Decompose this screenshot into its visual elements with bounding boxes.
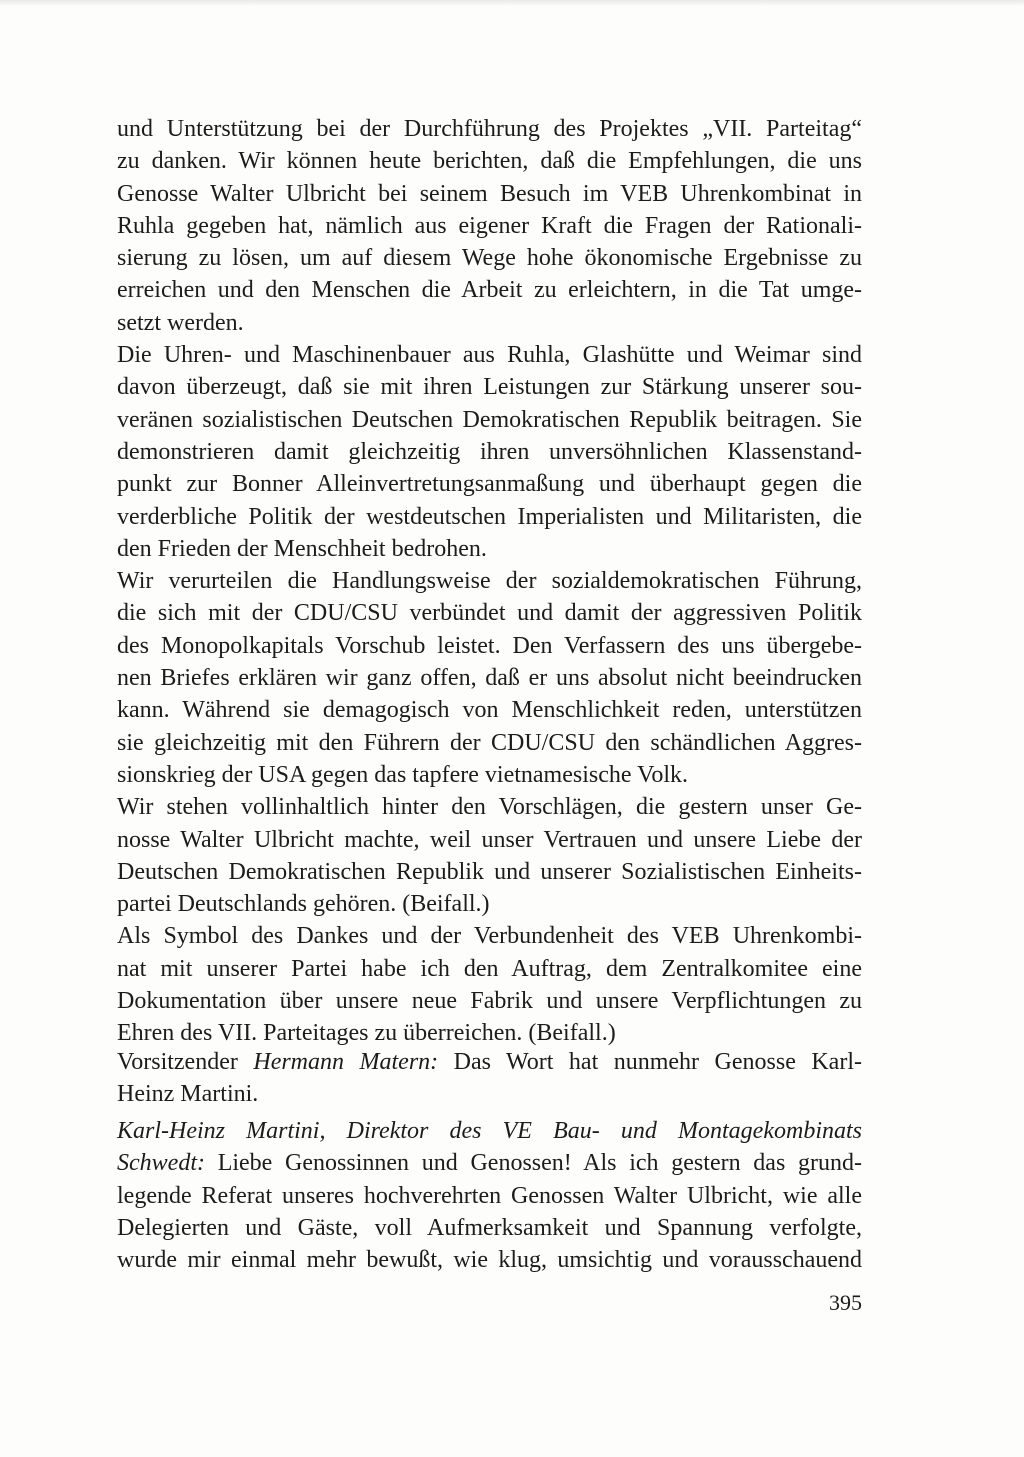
- text-line: den Frieden der Menschheit bedrohen.: [117, 535, 487, 562]
- speaker-location: Schwedt:: [117, 1150, 205, 1177]
- text-line: zu danken. Wir können heute berichten, daß die Empfehlungen, die uns: [117, 148, 862, 175]
- text-line: setzt werden.: [117, 309, 244, 336]
- text-line: Wir verurteilen die Handlungsweise der sozialdemokratischen Führung,: [117, 568, 862, 595]
- text-line: Deutschen Demokratischen Republik und unserer Sozialistischen Einheits-: [117, 858, 862, 885]
- text-line: nosse Walter Ulbricht machte, weil unser Vertrauen und unsere Liebe der: [117, 826, 862, 853]
- text-line: sionskrieg der USA gegen das tapfere vietnamesische Volk.: [117, 761, 688, 788]
- text-line: wurde mir einmal mehr bewußt, wie klug, umsichtig und vorausschauend: [117, 1247, 862, 1274]
- text-line: legende Referat unseres hochverehrten Genossen Walter Ulbricht, wie alle: [117, 1182, 862, 1209]
- speaker-heading: Karl-Heinz Martini, Direktor des VE Bau- und Montagekombinats: [117, 1118, 862, 1144]
- speech-block: [117, 1115, 862, 1276]
- speech-text: Liebe Genossinnen und Genossen! Als ich gestern das grund-: [204, 1150, 862, 1177]
- text-line: Wir stehen vollinhaltlich hinter den Vorschlägen, die gestern unser Ge-: [117, 794, 862, 821]
- text-line: veränen sozialistischen Deutschen Demokratischen Republik beitragen. Sie: [117, 406, 862, 433]
- text-line: Dokumentation über unsere neue Fabrik und unsere Verpflichtungen zu: [117, 988, 862, 1015]
- text-line: partei Deutschlands gehören. (Beifall.): [117, 891, 490, 918]
- text-line: Ruhla gegeben hat, nämlich aus eigener Kraft die Fragen der Rationali-: [117, 212, 862, 239]
- text-line: sierung zu lösen, um auf diesem Wege hohe ökonomische Ergebnisse zu: [117, 245, 862, 272]
- speaker-title: Vorsitzender: [117, 1049, 254, 1075]
- scan-edge: [0, 0, 1024, 6]
- text-line: punkt zur Bonner Alleinvertretungsanmaßung und überhaupt gegen die: [117, 471, 862, 498]
- speaker-heading-line: [117, 1115, 862, 1147]
- announcement-text: Das Wort hat nunmehr Genosse Karl-: [438, 1049, 862, 1075]
- text-line: nen Briefes erklären wir ganz offen, daß er uns absolut nicht beeindrucken: [117, 665, 862, 692]
- text-line: kann. Während sie demagogisch von Menschlichkeit reden, unterstützen: [117, 697, 862, 724]
- text-line: davon überzeugt, daß sie mit ihren Leistungen zur Stärkung unserer sou-: [117, 374, 862, 401]
- text-line: Delegierten und Gäste, voll Aufmerksamkeit und Spannung verfolgte,: [117, 1214, 862, 1241]
- text-line: [117, 1147, 862, 1179]
- text-line: Als Symbol des Dankes und der Verbundenheit des VEB Uhrenkombi-: [117, 923, 862, 950]
- text-line: demonstrieren damit gleichzeitig ihren unversöhnlichen Klassenstand-: [117, 438, 862, 465]
- body-text-block: [117, 113, 862, 1050]
- text-line: verderbliche Politik der westdeutschen Imperialisten und Militaristen, die: [117, 503, 862, 530]
- text-line: [117, 1046, 862, 1078]
- text-line: Ehren des VII. Parteitages zu überreichen. (Beifall.): [117, 1020, 616, 1047]
- text-line: und Unterstützung bei der Durchführung des Projektes „VII. Parteitag“: [117, 116, 862, 142]
- text-line: erreichen und den Menschen die Arbeit zu erleichtern, in die Tat umge-: [117, 277, 862, 304]
- text-line: sie gleichzeitig mit den Führern der CDU/CSU den schändlichen Aggres-: [117, 729, 862, 756]
- text-line: nat mit unserer Partei habe ich den Auftrag, dem Zentralkomitee eine: [117, 955, 862, 982]
- text-line: Genosse Walter Ulbricht bei seinem Besuch im VEB Uhrenkombinat in: [117, 180, 862, 207]
- text-line: die sich mit der CDU/CSU verbündet und damit der aggressiven Politik: [117, 600, 862, 627]
- text-line: Heinz Martini.: [117, 1081, 259, 1108]
- chair-announcement: [117, 1046, 862, 1111]
- speaker-name: Hermann Matern:: [253, 1049, 439, 1075]
- text-line: Die Uhren- und Maschinenbauer aus Ruhla, Glashütte und Weimar sind: [117, 342, 862, 369]
- text-line: des Monopolkapitals Vorschub leistet. Den Verfassern des uns übergebe-: [117, 632, 862, 659]
- page-number: 395: [829, 1290, 862, 1315]
